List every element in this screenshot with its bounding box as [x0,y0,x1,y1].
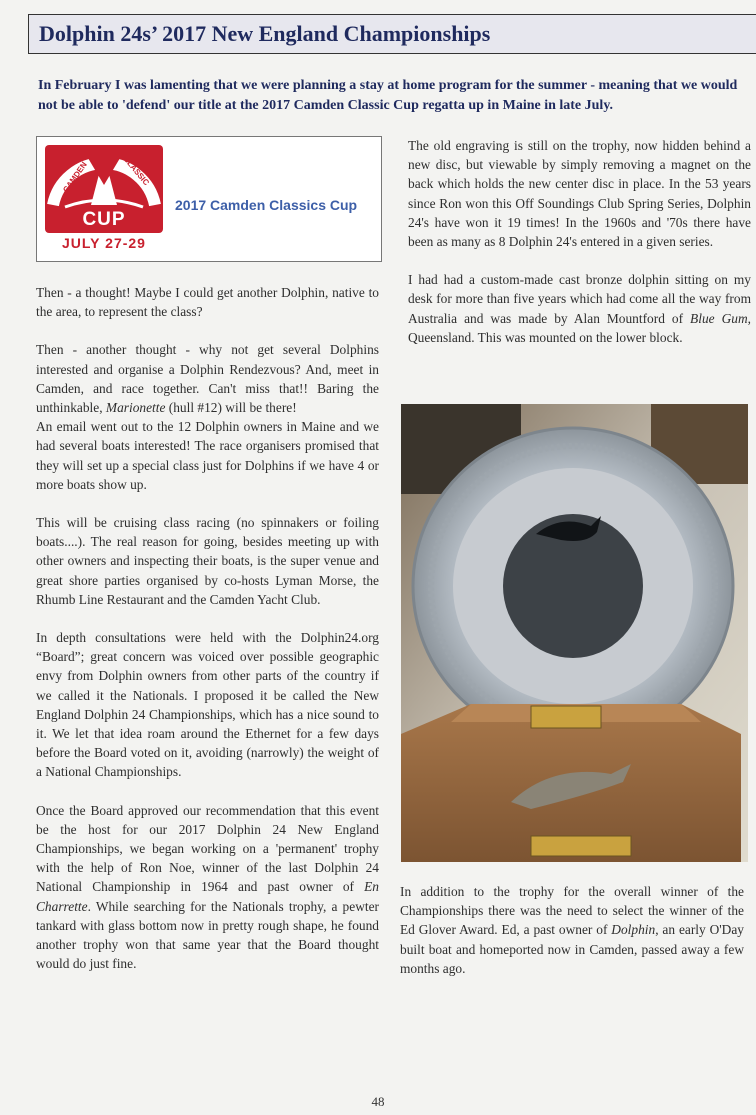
logo-cup-label: CUP [82,209,126,230]
trophy-photo [401,404,748,862]
left-paragraph-5: In depth consultations were held with the Dolphin24.org “Board”; great concern was voiced over possible geographic envy from Dolphin owners from other parts of the country if we called it the Nationals. I proposed it be called the New England Dolphin 24 Championships, which has a nice sound to it. We let that idea roam around the Ethernet for a few days before the Board voted on it, avoiding (narrowly) the weight of a National Championships. [36,630,379,780]
camden-classics-logo-box [36,136,382,262]
left-column [36,283,379,993]
right-paragraph-2: I had had a custom-made cast bronze dolphin sitting on my desk for more than five years which had come all the way from Australia and was made by Alan Mountford of Blue Gum, Queensland. This was mounted on the lower block. [408,272,751,345]
trophy-image [401,404,748,862]
left-paragraph-4: This will be cruising class racing (no spinnakers or foiling boats....). The real reason for going, besides meeting up with other owners and inspecting their boats, is the super venue and great shore parties organised by co-hosts Lyman Morse, the Rhumb Line Restaurant and the Camden Yacht Club. [36,515,379,607]
right-column-bottom [400,882,744,997]
boat-name-dolphin: Dolphin [611,922,656,938]
boat-name-blue-gum: Blue Gum [690,310,748,326]
page-number: 48 [371,1094,385,1109]
logo-arc-left: CAMDEN [61,160,89,195]
left-paragraph-2: Then - another thought - why not get several Dolphins interested and organise a Dolphin Rendezvous? And, meet in Camden, and race together. Can't miss that!! Baring the unthinkable, Marionette (hull #12) will be there! [36,342,379,416]
boat-name-marionette: Marionette [105,400,166,416]
right-column-top [408,136,751,366]
page-title: Dolphin 24s’ 2017 New England Championships [39,21,491,46]
logo-caption: 2017 Camden Classics Cup [175,197,358,213]
title-banner [28,14,756,54]
right-paragraph-1: The old engraving is still on the trophy, now hidden behind a new disc, but viewable by simply removing a magnet on the back which holds the new center disc in place. In the 53 years since Ron won this Off Soundings Club Spring Series, Dolphin 24's have won it 19 times! In the 1960s and '70s there have been as many as 8 Dolphin 24's entered in a given series. [408,138,751,250]
intro-paragraph: In February I was lamenting that we were planning a stay at home program for the summer - meaning that we would not be able to 'defend' our title at the 2017 Camden Classic Cup regatta up in Maine in late July. [38,78,738,113]
right-paragraph-3: In addition to the trophy for the overall winner of the Championships there was the need to select the winner of the Ed Glover Award. Ed, a past owner of Dolphin, an early O'Day built boat and homeported now in Camden, passed away a few months ago. [400,884,744,976]
left-paragraph-3: An email went out to the 12 Dolphin owners in Maine and we had several boats interested! The race organisers promised that they will set up a special class just for Dolphins if we have 4 or more boats show up. [36,419,379,492]
logo-dates: JULY 27-29 [62,235,146,251]
left-paragraph-6: Once the Board approved our recommendation that this event be the host for our 2017 Dolphin 24 New England Championships, we began working on a 'permanent' trophy with the help of Ron Noe, winner of the last Dolphin 24 National Championship in 1964 and past owner of En Charrette. While searching for the Nationals trophy, a pewter tankard with glass bottom now in pretty rough shape, he found another trophy won that same year that the Board thought would do just fine. [36,802,379,972]
logo-arc-right: CLASSIC [121,154,151,188]
left-paragraph-1: Then - a thought! Maybe I could get another Dolphin, native to the area, to represent the class? [36,285,379,320]
boat-name-en-charrette: En Charrette [36,879,379,914]
